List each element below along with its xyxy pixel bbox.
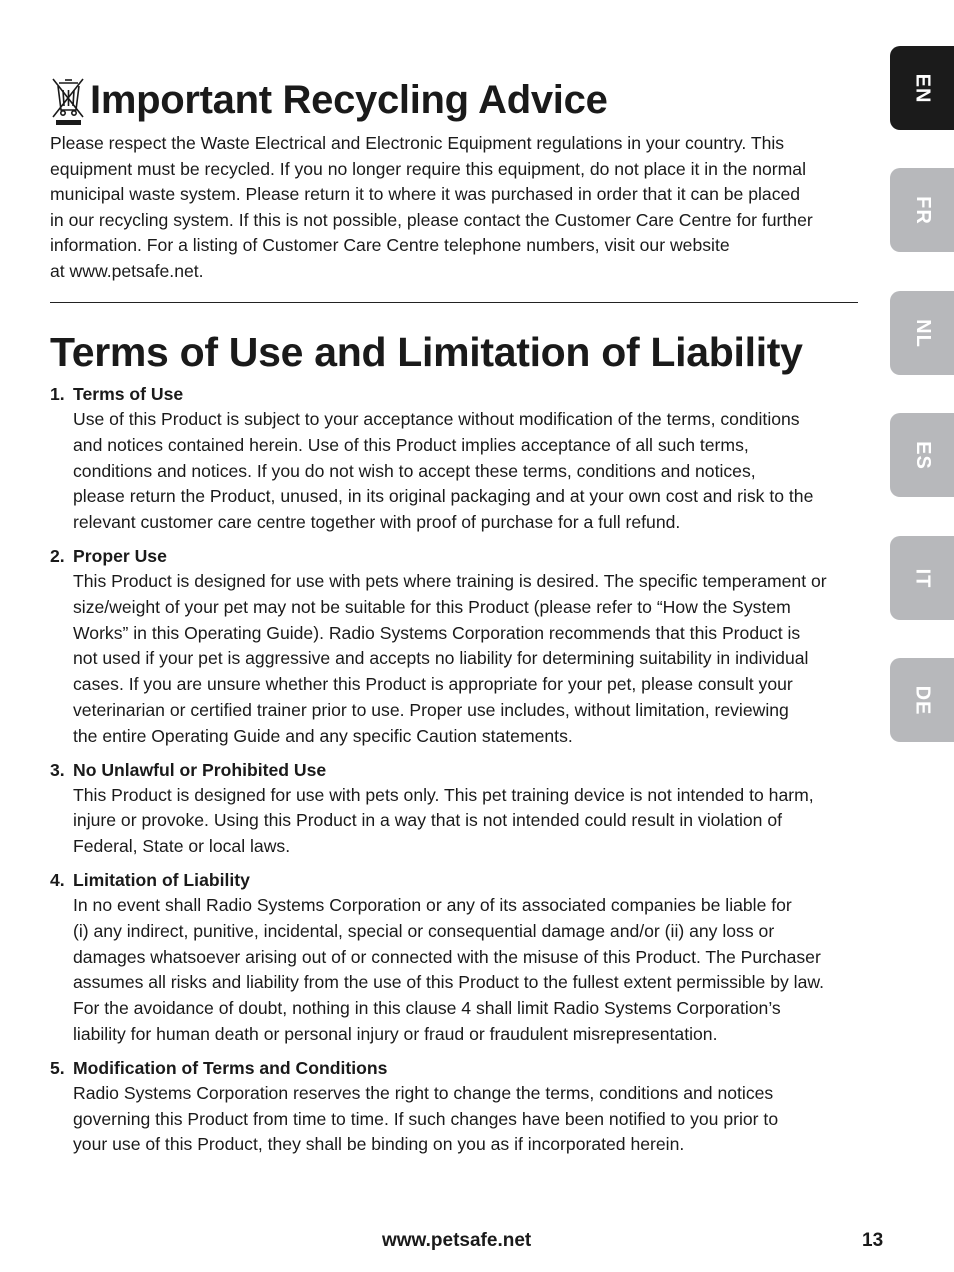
recycling-line: equipment must be recycled. If you no longer require this equipment, do not place it in the normal (50, 158, 806, 179)
term-body (73, 1081, 870, 1158)
crossed-out-wheelie-bin-icon (50, 76, 86, 126)
language-tab-label: FR (911, 195, 934, 225)
term-heading-text: Proper Use (73, 545, 167, 566)
term-heading-text: Limitation of Liability (73, 869, 250, 890)
recycling-heading (50, 74, 608, 126)
term-line: For the avoidance of doubt, nothing in this clause 4 shall limit Radio Systems Corporation’s (73, 998, 781, 1019)
footer-website: www.petsafe.net (382, 1230, 532, 1251)
term-body (73, 893, 870, 1048)
section-divider (50, 302, 858, 303)
language-tab-es[interactable] (890, 413, 954, 497)
term-heading-text: Modification of Terms and Conditions (73, 1057, 388, 1078)
language-tab-en[interactable] (890, 46, 954, 130)
recycling-line: municipal waste system. Please return it to where it was purchased in order that it can be placed (50, 184, 801, 204)
terms-title: Terms of Use and Limitation of Liability (50, 329, 803, 375)
term-line: Radio Systems Corporation reserves the right to change the terms, conditions and notices (73, 1082, 774, 1103)
term-line: please return the Product, unused, in its original packaging and at your own cost and risk to the (73, 486, 814, 507)
term-line: This Product is designed for use with pets where training is desired. The specific temperament or (73, 570, 827, 591)
term-line: injure or provoke. Using this Product in a way that is not intended could result in violation of (73, 810, 783, 831)
term-line: In no event shall Radio Systems Corporation or any of its associated companies be liable for (73, 894, 792, 915)
language-tab-it[interactable] (890, 536, 954, 620)
term-heading (50, 867, 870, 893)
term-number: 5. (50, 1057, 65, 1078)
term-line: Works” in this Operating Guide). Radio Systems Corporation recommends that this Product is (73, 622, 801, 643)
language-tab-label: ES (911, 440, 934, 470)
recycling-line: at www.petsafe.net. (50, 260, 204, 281)
term-line: veterinarian or certified trainer prior to use. Proper use includes, without limitation, reviewing (73, 699, 789, 720)
term-number: 3. (50, 759, 65, 780)
term-heading (50, 757, 870, 783)
term-line: size/weight of your pet may not be suitable for this Product (please refer to “How the System (73, 596, 791, 617)
term-heading (50, 543, 870, 569)
term-item-proper-use (50, 543, 870, 750)
term-line: Use of this Product is subject to your acceptance without modification of the terms, conditions (73, 409, 800, 429)
term-line: relevant customer care centre together with proof of purchase for a full refund. (73, 512, 681, 533)
term-heading (50, 381, 870, 407)
recycling-title: Important Recycling Advice (90, 78, 608, 122)
term-item-modification-of-terms (50, 1055, 870, 1158)
language-tab-label: DE (911, 685, 934, 715)
term-heading-text: Terms of Use (73, 384, 184, 404)
term-line: conditions and notices. If you do not wish to accept these terms, conditions and notices, (73, 460, 756, 481)
term-line: and notices contained herein. Use of this Product implies acceptance of all such terms, (73, 434, 749, 455)
recycling-line: information. For a listing of Customer Care Centre telephone numbers, visit our website (50, 235, 730, 255)
term-body (73, 407, 870, 536)
recycling-line: in our recycling system. If this is not possible, please contact the Customer Care Centre for further (50, 209, 813, 230)
term-number: 4. (50, 869, 65, 890)
term-item-limitation-of-liability (50, 867, 870, 1048)
term-line: (i) any indirect, punitive, incidental, special or consequential damage and/or (ii) any loss or (73, 920, 775, 941)
language-tab-label: IT (911, 568, 934, 588)
term-line: Federal, State or local laws. (73, 836, 291, 857)
term-line: liability for human death or personal injury or fraud or fraudulent misrepresentation. (73, 1023, 718, 1044)
language-tab-label: NL (911, 318, 934, 348)
term-heading (50, 1055, 870, 1081)
term-number: 2. (50, 545, 65, 566)
term-line: This Product is designed for use with pets only. This pet training device is not intended to harm, (73, 784, 814, 805)
term-body (73, 783, 870, 860)
page-number: 13 (862, 1230, 884, 1251)
term-line: not used if your pet is aggressive and accepts no liability for determining suitability in individual (73, 648, 809, 669)
language-tab-de[interactable] (890, 658, 954, 742)
terms-list (50, 381, 870, 1165)
term-line: governing this Product from time to time. If such changes have been notified to you prior to (73, 1108, 779, 1129)
term-body (73, 569, 870, 750)
recycling-line: Please respect the Waste Electrical and Electronic Equipment regulations in your country. This (50, 133, 785, 153)
language-tab-nl[interactable] (890, 291, 954, 375)
term-line: damages whatsoever arising out of or connected with the misuse of this Product. The Purchaser (73, 946, 821, 967)
term-line: cases. If you are unsure whether this Product is appropriate for your pet, please consult your (73, 674, 793, 695)
term-line: assumes all risks and liability from the use of this Product to the fullest extent permissible by law. (73, 972, 824, 993)
language-tab-label: EN (911, 73, 934, 103)
term-item-no-unlawful-use (50, 757, 870, 860)
term-heading-text: No Unlawful or Prohibited Use (73, 759, 327, 780)
recycling-paragraph (50, 131, 862, 284)
language-tab-fr[interactable] (890, 168, 954, 252)
term-line: your use of this Product, they shall be binding on you as if incorporated herein. (73, 1134, 685, 1155)
term-number: 1. (50, 384, 65, 404)
term-item-terms-of-use (50, 381, 870, 536)
term-line: the entire Operating Guide and any specific Caution statements. (73, 725, 573, 746)
